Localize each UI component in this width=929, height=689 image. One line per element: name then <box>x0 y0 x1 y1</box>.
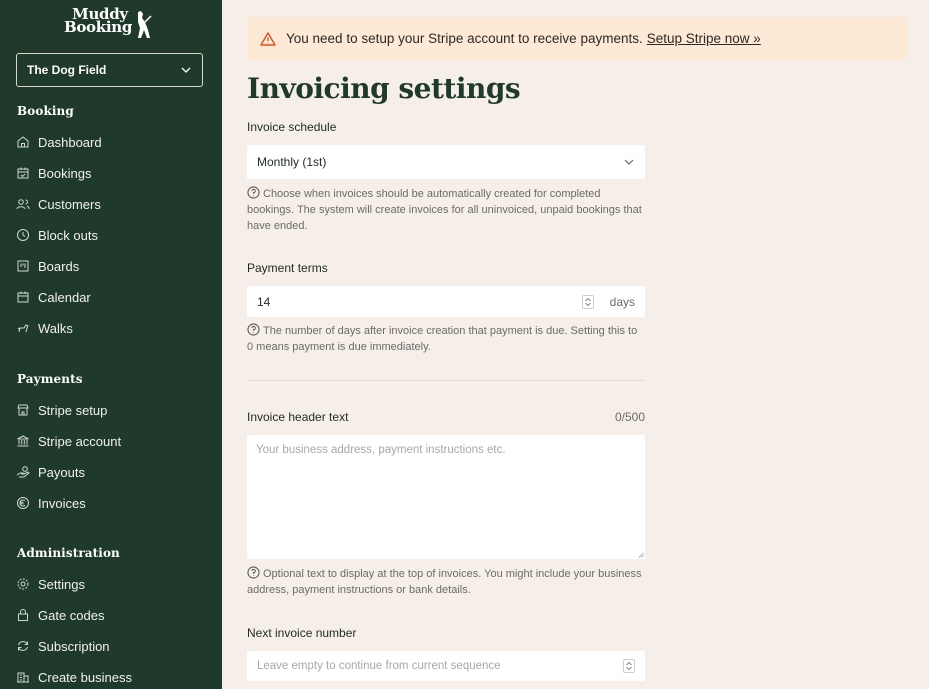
stepper-arrows-icon <box>625 661 633 671</box>
store-icon <box>16 403 30 417</box>
sidebar-item-label: Block outs <box>38 227 98 243</box>
sidebar-item-label: Walks <box>38 320 73 336</box>
sidebar-item-label: Payouts <box>38 464 85 480</box>
users-icon <box>16 197 30 211</box>
sidebar-item-bookings[interactable] <box>16 163 91 183</box>
invoice-header-textarea[interactable] <box>247 435 645 559</box>
site-selector[interactable] <box>16 53 203 87</box>
payment-terms-help <box>247 323 645 355</box>
payment-terms-help-text: The number of days after invoice creation that payment is due. Setting this to 0 means payment is due immediately. <box>247 325 638 353</box>
section-title-booking: Booking <box>17 104 74 118</box>
sidebar-item-label: Create business <box>38 669 132 685</box>
hand-coins-icon <box>16 465 30 479</box>
payment-terms-input[interactable] <box>247 286 645 317</box>
chevron-down-icon <box>180 64 192 76</box>
invoice-schedule-help <box>247 186 645 234</box>
sidebar-item-label: Subscription <box>38 638 110 654</box>
sidebar-item-label: Gate codes <box>38 607 105 623</box>
sidebar-item-label: Dashboard <box>38 134 102 150</box>
calendar-icon <box>16 290 30 304</box>
question-circle-icon <box>247 566 260 579</box>
board-icon <box>16 259 30 273</box>
sidebar-item-block-outs[interactable] <box>16 225 98 245</box>
sidebar-item-dashboard[interactable] <box>16 132 102 152</box>
building-icon <box>16 670 30 684</box>
section-divider <box>247 380 645 381</box>
sidebar-item-label: Settings <box>38 576 85 592</box>
sidebar-item-walks[interactable] <box>16 318 73 338</box>
stepper-arrows-icon <box>584 297 592 307</box>
sidebar-item-label: Boards <box>38 258 80 274</box>
banner-message: You need to setup your Stripe account to receive payments. <box>286 31 643 46</box>
sidebar-item-calendar[interactable] <box>16 287 91 307</box>
lock-icon <box>16 608 30 622</box>
next-invoice-number-label: Next invoice number <box>247 626 357 640</box>
logo-line2: Booking <box>63 18 133 36</box>
dog-logo-icon <box>132 10 152 40</box>
invoice-header-text-label: Invoice header text <box>247 410 349 424</box>
number-stepper[interactable] <box>623 659 635 673</box>
invoice-header-help <box>247 566 645 598</box>
bank-icon <box>16 434 30 448</box>
next-invoice-number-input[interactable] <box>247 651 645 681</box>
calendar-check-icon <box>16 166 30 180</box>
invoice-schedule-select[interactable] <box>247 145 645 179</box>
sidebar-item-boards[interactable] <box>16 256 79 276</box>
sidebar-item-label: Customers <box>38 196 101 212</box>
question-circle-icon <box>247 186 260 199</box>
home-icon <box>16 135 30 149</box>
gear-icon <box>16 577 30 591</box>
sidebar-item-settings[interactable] <box>16 574 85 594</box>
payment-terms-value: 14 <box>257 294 271 309</box>
sidebar-item-gate-codes[interactable] <box>16 605 105 625</box>
sidebar-item-label: Stripe account <box>38 433 122 449</box>
setup-stripe-link[interactable]: Setup Stripe now » <box>646 31 761 46</box>
invoice-schedule-label: Invoice schedule <box>247 120 337 134</box>
next-invoice-placeholder: Leave empty to continue from current sequence <box>257 660 501 672</box>
invoice-schedule-value: Monthly (1st) <box>257 155 327 169</box>
sidebar-item-label: Invoices <box>38 495 86 511</box>
logo-line1: Muddy <box>72 5 128 23</box>
sidebar-item-label: Stripe setup <box>38 402 108 418</box>
section-title-administration: Administration <box>17 546 120 560</box>
stripe-warning-banner <box>247 17 907 60</box>
question-circle-icon <box>247 323 260 336</box>
refresh-icon <box>16 639 30 653</box>
sidebar-item-customers[interactable] <box>16 194 101 214</box>
invoice-schedule-help-text: Choose when invoices should be automatically created for completed bookings. The system will create invoices for all uninvoiced, unpaid bookings that have ended. <box>247 188 642 232</box>
clock-icon <box>16 228 30 242</box>
sidebar-item-stripe-account[interactable] <box>16 431 121 451</box>
warning-icon <box>260 31 276 47</box>
muddy-booking-logo[interactable] <box>63 5 156 40</box>
invoice-header-help-text: Optional text to display at the top of invoices. You might include your business address, payment instructions or bank details. <box>247 568 642 596</box>
sidebar-item-invoices[interactable] <box>16 493 86 513</box>
euro-icon <box>16 496 30 510</box>
sidebar-item-label: Bookings <box>38 165 92 181</box>
sidebar-item-subscription[interactable] <box>16 636 110 656</box>
character-counter: 0/500 <box>614 410 645 424</box>
sidebar-item-payouts[interactable] <box>16 462 85 482</box>
payment-terms-suffix: days <box>609 294 635 309</box>
section-title-payments: Payments <box>17 372 83 386</box>
page-title: Invoicing settings <box>247 72 521 105</box>
sidebar-item-label: Calendar <box>38 289 91 305</box>
invoice-header-placeholder: Your business address, payment instructions etc. <box>256 444 506 456</box>
resize-handle-icon[interactable] <box>638 552 644 558</box>
dog-icon <box>16 321 30 335</box>
sidebar-item-stripe-setup[interactable] <box>16 400 107 420</box>
number-stepper[interactable] <box>582 295 594 309</box>
sidebar <box>0 0 222 689</box>
sidebar-item-create-business[interactable] <box>16 667 132 687</box>
chevron-down-icon <box>623 156 635 168</box>
site-selector-value: The Dog Field <box>27 63 107 77</box>
payment-terms-label: Payment terms <box>247 261 328 275</box>
